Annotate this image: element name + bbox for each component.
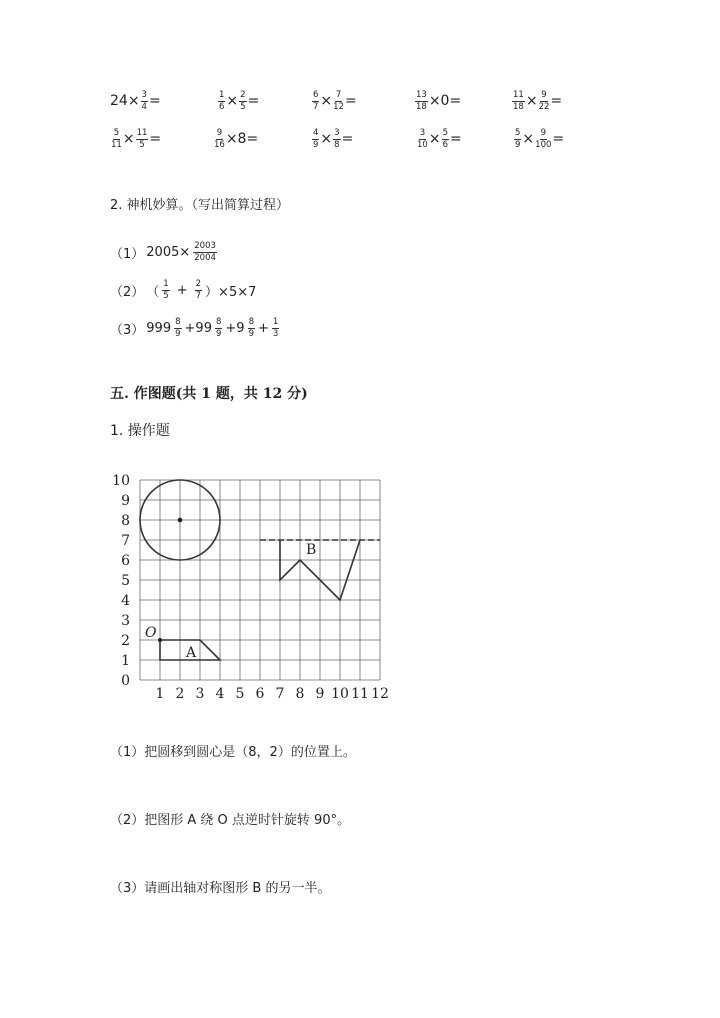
x-tick-label: 8 bbox=[295, 686, 305, 702]
question-3: （3）请画出轴对称图形 B 的另一半。 bbox=[110, 881, 331, 896]
calc-2-1: $\frac{5}{11}$ × $\frac{11}{5}$ = bbox=[111, 128, 162, 150]
question-2: （2）把图形 A 绕 O 点逆时针旋转 90°。 bbox=[110, 813, 351, 828]
y-tick-label: 0 bbox=[121, 673, 130, 689]
fraction: $\frac{5}{9}$ bbox=[515, 128, 521, 150]
x-tick-label: 6 bbox=[255, 686, 265, 702]
calc-2-4: $\frac{3}{10}$ × $\frac{5}{6}$ = bbox=[417, 128, 462, 150]
y-tick-label: 5 bbox=[121, 573, 130, 589]
y-tick-label: 2 bbox=[121, 633, 130, 649]
y-tick-label: 8 bbox=[121, 513, 130, 529]
label-b: B bbox=[306, 542, 317, 558]
calc-1-5: $\frac{11}{18}$ × $\frac{9}{22}$ = bbox=[513, 90, 563, 112]
fraction: $\frac{9}{100}$ bbox=[535, 128, 552, 150]
calc-2-5: $\frac{5}{9}$ × $\frac{9}{100}$ = bbox=[515, 128, 565, 150]
point-o-dot bbox=[158, 638, 162, 642]
fraction: $\frac{4}{9}$ bbox=[313, 128, 319, 150]
x-tick-label: 1 bbox=[155, 686, 165, 702]
fraction: $\frac{9}{16}$ bbox=[214, 128, 225, 150]
section-5-heading: 五. 作图题(共 1 题，共 12 分) bbox=[110, 386, 308, 402]
x-axis-labels bbox=[156, 686, 389, 702]
section-5-sub: 1. 操作题 bbox=[110, 423, 170, 439]
fraction: $\frac{7}{12}$ bbox=[333, 90, 344, 112]
section-2-title: 2. 神机妙算。（写出简算过程） bbox=[110, 198, 290, 213]
x-tick-label: 3 bbox=[195, 686, 205, 702]
calc-2-2: $\frac{9}{16}$ ×8= bbox=[214, 128, 259, 150]
fraction: $\frac{8}{9}$ bbox=[248, 317, 254, 339]
fraction: $\frac{8}{9}$ bbox=[175, 317, 181, 339]
grid-figure bbox=[100, 465, 400, 705]
y-tick-label: 1 bbox=[121, 653, 130, 669]
y-axis-labels bbox=[112, 473, 130, 689]
x-tick-label: 10 bbox=[331, 686, 349, 702]
fraction: $\frac{8}{9}$ bbox=[215, 317, 222, 339]
y-tick-label: 9 bbox=[121, 493, 130, 509]
fraction: $\frac{2}{5}$ bbox=[240, 90, 246, 112]
fraction: $\frac{6}{7}$ bbox=[313, 90, 319, 112]
x-tick-label: 2 bbox=[175, 686, 185, 702]
calc-1-3: $\frac{6}{7}$ × $\frac{7}{12}$ = bbox=[313, 90, 357, 112]
y-tick-label: 10 bbox=[112, 473, 130, 489]
grid-lines bbox=[140, 480, 380, 680]
fraction: $\frac{1}{3}$ bbox=[272, 317, 279, 339]
fraction: $\frac{2}{7}$ bbox=[195, 279, 202, 301]
x-tick-label: 12 bbox=[371, 686, 389, 702]
fraction: $\frac{3}{8}$ bbox=[334, 128, 340, 150]
x-tick-label: 5 bbox=[235, 686, 245, 702]
y-tick-label: 3 bbox=[121, 613, 130, 629]
x-tick-label: 11 bbox=[351, 686, 369, 702]
fraction: $\frac{1}{6}$ bbox=[219, 90, 225, 112]
calc-1-1: 24× $\frac{3}{4}$ = bbox=[110, 90, 161, 112]
fraction: $\frac{3}{4}$ bbox=[141, 90, 147, 112]
calc-1-2: $\frac{1}{6}$ × $\frac{2}{5}$ = bbox=[219, 90, 260, 112]
fraction: $\frac{2003}{2004}$ bbox=[194, 241, 216, 263]
label-a: A bbox=[186, 645, 197, 661]
y-tick-label: 6 bbox=[121, 553, 130, 569]
y-tick-label: 4 bbox=[121, 593, 130, 609]
fraction: $\frac{3}{10}$ bbox=[417, 128, 428, 150]
fraction: $\frac{11}{18}$ bbox=[513, 90, 524, 112]
y-tick-label: 7 bbox=[121, 533, 130, 549]
fraction: $\frac{5}{11}$ bbox=[111, 128, 122, 150]
circle-center-dot bbox=[178, 518, 183, 523]
calc-2-3: $\frac{4}{9}$ × $\frac{3}{8}$ = bbox=[313, 128, 354, 150]
fraction: $\frac{1}{5}$ bbox=[163, 279, 169, 301]
problem-3: （3） 999 $\frac{8}{9}$ +99 $\frac{8}{9}$ +9 $\frac{8}{9}$ + $\frac{1}{3}$ bbox=[110, 317, 279, 339]
fraction: $\frac{11}{5}$ bbox=[136, 128, 148, 150]
fraction: $\frac{13}{18}$ bbox=[416, 90, 427, 112]
x-tick-label: 4 bbox=[215, 686, 225, 702]
fraction: $\frac{9}{22}$ bbox=[538, 90, 550, 112]
label-o: O bbox=[145, 625, 157, 641]
question-1: （1）把圆移到圆心是（8，2）的位置上。 bbox=[110, 745, 356, 760]
problem-1: （1） 2005× $\frac{2003}{2004}$ bbox=[110, 241, 216, 263]
x-tick-label: 7 bbox=[275, 686, 285, 702]
calc-1-4: $\frac{13}{18}$ ×0= bbox=[416, 90, 462, 112]
fraction: $\frac{5}{6}$ bbox=[442, 128, 448, 150]
problem-2: （2） （ $\frac{1}{5}$ + $\frac{2}{7}$ ）×5×7 bbox=[110, 279, 257, 301]
x-tick-label: 9 bbox=[315, 686, 325, 702]
